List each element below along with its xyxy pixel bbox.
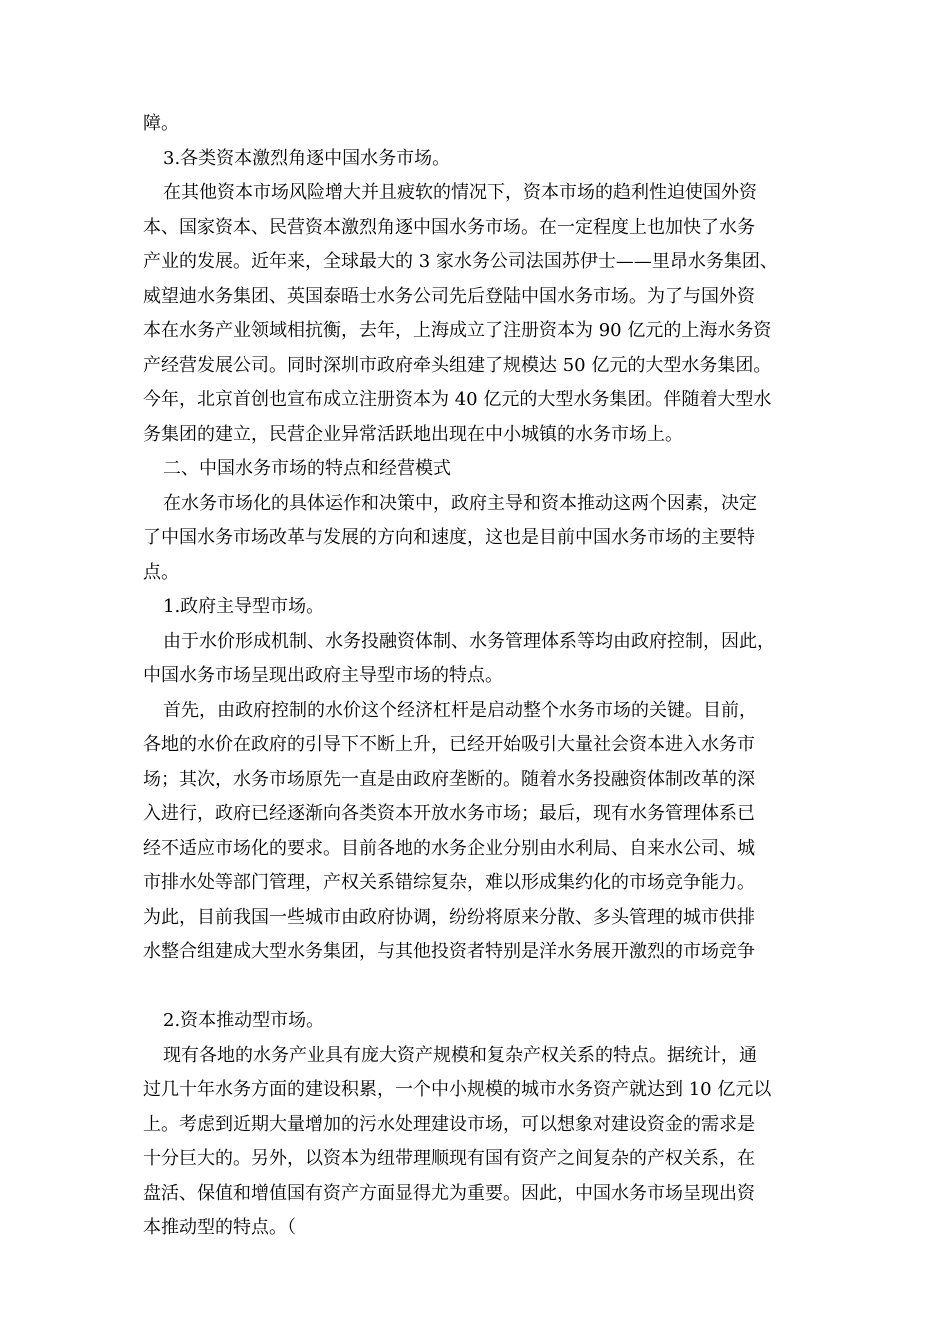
text-line: 今年，北京首创也宣布成立注册资本为 40 亿元的大型水务集团。伴随着大型水 — [143, 389, 772, 410]
text-line: 场；其次，水务市场原先一直是由政府垄断的。随着水务投融资体制改革的深 — [143, 768, 755, 790]
section-heading: 1.政府主导型市场。 — [163, 596, 325, 617]
text-line: 为此，目前我国一些城市由政府协调，纷纷将原来分散、多头管理的城市供排 — [143, 906, 755, 928]
text-line: 盘活、保值和增值国有资产方面显得尤为重要。因此，中国水务市场呈现出资 — [143, 1182, 755, 1204]
text-line: 各地的水价在政府的引导下不断上升，已经开始吸引大量社会资本进入水务市 — [143, 734, 755, 755]
text-line: 入进行，政府已经逐渐向各类资本开放水务市场；最后，现有水务管理体系已 — [143, 803, 755, 824]
text-line: 在水务市场化的具体运作和决策中，政府主导和资本推动这两个因素，决定 — [163, 492, 757, 514]
text-line: 障。 — [143, 113, 179, 134]
document-body — [143, 107, 808, 1246]
section-heading: 3.各类资本激烈角逐中国水务市场。 — [163, 147, 451, 169]
text-line: 本、国家资本、民营资本激烈角逐中国水务市场。在一定程度上也加快了水务 — [143, 216, 755, 238]
blank-line — [143, 970, 808, 1005]
text-line: 上。考虑到近期大量增加的污水处理建设市场，可以想象对建设资金的需求是 — [143, 1113, 755, 1135]
text-line: 经不适应市场化的要求。目前各地的水务企业分别由水利局、自来水公司、城 — [143, 837, 755, 859]
text-line: 务集团的建立，民营企业异常活跃地出现在中小城镇的水务市场上。 — [143, 423, 683, 445]
text-line: 本在水务产业领域相抗衡，去年，上海成立了注册资本为 90 亿元的上海水务资 — [143, 320, 772, 341]
text-line: 首先，由政府控制的水价这个经济杠杆是启动整个水务市场的关键。目前， — [163, 699, 757, 721]
section-heading: 2.资本推动型市场。 — [163, 1010, 325, 1031]
text-line: 产经营发展公司。同时深圳市政府牵头组建了规模达 50 亿元的大型水务集团。 — [143, 354, 772, 376]
text-line: 威望迪水务集团、英国泰晤士水务公司先后登陆中国水务市场。为了与国外资 — [143, 285, 755, 307]
text-line: 市排水处等部门管理，产权关系错综复杂，难以形成集约化的市场竞争能力。 — [143, 872, 755, 893]
text-line: 在其他资本市场风险增大并且疲软的情况下，资本市场的趋利性迫使国外资 — [163, 182, 757, 203]
text-line: 了中国水务市场改革与发展的方向和速度，这也是目前中国水务市场的主要特 — [143, 527, 755, 548]
text-line: 点。 — [143, 561, 179, 583]
section-heading: 二、中国水务市场的特点和经营模式 — [163, 458, 451, 479]
text-line: 过几十年水务方面的建设积累，一个中小规模的城市水务资产就达到 10 亿元以 — [143, 1079, 772, 1100]
text-line: 由于水价形成机制、水务投融资体制、水务管理体系等均由政府控制，因此， — [163, 630, 775, 652]
text-line: 水整合组建成大型水务集团，与其他投资者特别是洋水务展开激烈的市场竞争 — [143, 941, 755, 962]
text-line: 本推动型的特点。（ — [143, 1217, 296, 1238]
text-line: 产业的发展。近年来，全球最大的 3 家水务公司法国苏伊士——里昂水务集团、 — [143, 251, 778, 272]
text-line: 中国水务市场呈现出政府主导型市场的特点。 — [143, 665, 503, 686]
text-line: 十分巨大的。另外，以资本为纽带理顺现有国有资产之间复杂的产权关系，在 — [143, 1148, 755, 1169]
text-line: 现有各地的水务产业具有庞大资产规模和复杂产权关系的特点。据统计，通 — [163, 1044, 757, 1066]
